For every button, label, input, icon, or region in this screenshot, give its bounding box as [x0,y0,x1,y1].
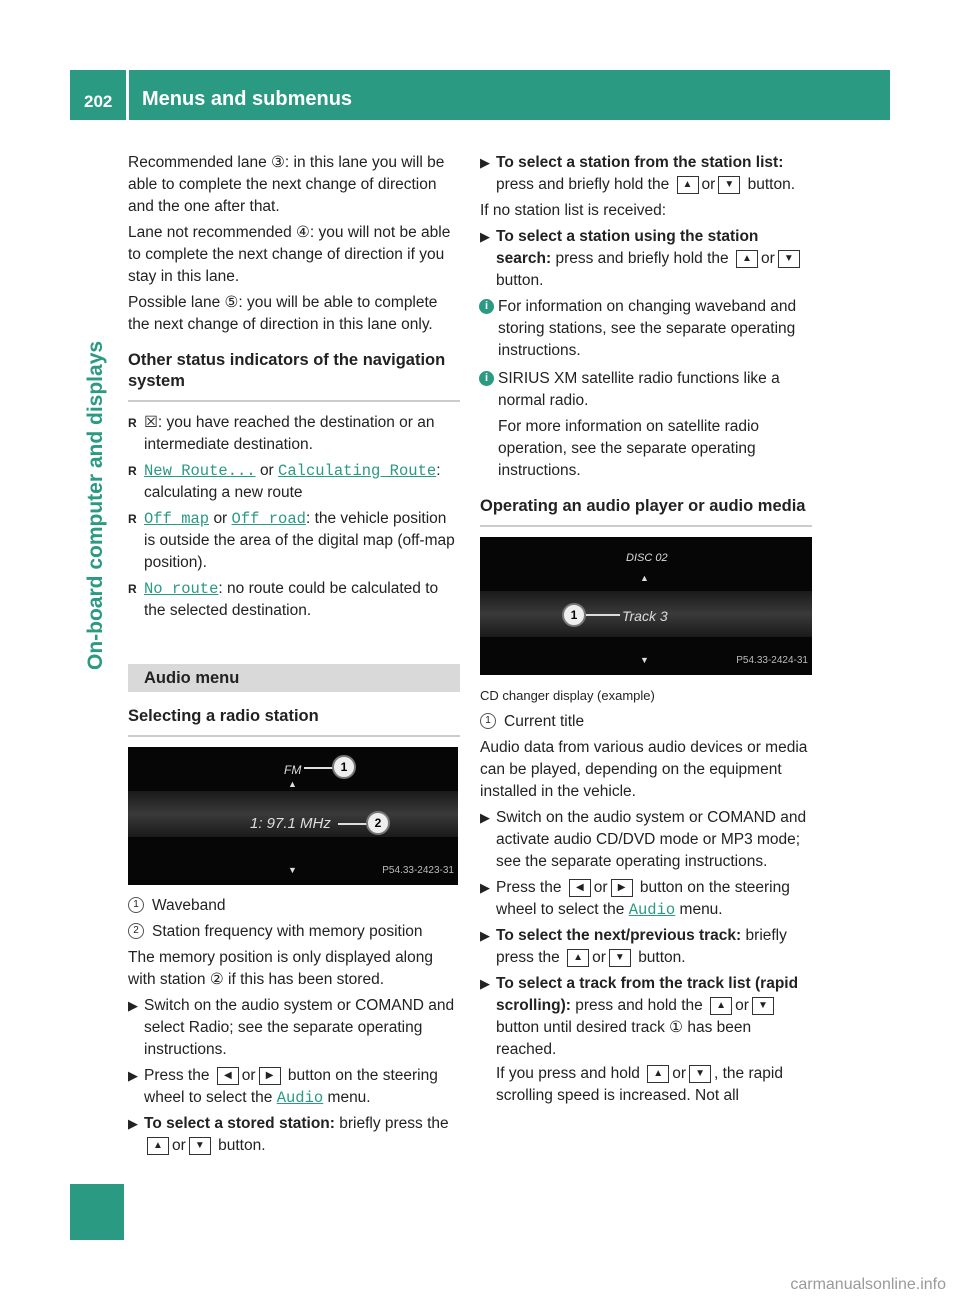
down-arrow-icon: ▼ [640,655,649,665]
down-button-icon: ▼ [189,1137,211,1155]
step-text: menu. [679,901,723,918]
step-text: or [172,1137,186,1154]
step-continuation [496,1063,812,1107]
possible-lane-text: Possible lane ⑤: you will be able to complete the next change of direction in this lane only. [128,294,438,333]
heading-rule [128,400,460,402]
instruction-step [480,807,812,873]
step-text: button on the steering wheel to select the [144,1067,438,1106]
step-text: Press the [144,1067,210,1084]
up-button-icon: ▲ [147,1137,169,1155]
bullet-text: or [213,510,228,527]
step-text: briefly press the [339,1115,449,1132]
instruction-step [480,226,812,292]
up-button-icon: ▲ [677,176,699,194]
legend-number: 2 [128,923,144,939]
step-text: Switch on the audio system or COMAND and activate audio CD/DVD mode or MP3 mode; see the separate operating instructions. [496,809,807,870]
list-item [128,460,460,504]
info-icon: i [479,299,494,314]
step-arrow-icon: ▶ [480,928,490,943]
step-text: button. [638,949,686,966]
list-item [128,412,460,456]
up-button-icon: ▲ [567,949,589,967]
step-text: or [593,879,608,896]
watermark: carmanualsonline.info [790,1276,946,1293]
step-arrow-icon: ▶ [480,810,490,825]
bullet-icon: R [128,464,137,478]
step-text: press and hold the [575,997,703,1014]
instruction-step [480,877,812,921]
up-button-icon: ▲ [736,250,758,268]
bullet-icon: R [128,582,137,596]
track-label: Track 3 [622,608,668,624]
up-button-icon: ▲ [647,1065,669,1083]
bullet-icon: R [128,512,137,526]
page-header [70,70,890,120]
step-arrow-icon: ▶ [480,880,490,895]
instruction-step [128,995,460,1061]
step-arrow-icon: ▶ [128,1116,138,1131]
callout-line [304,767,334,769]
step-text: or [592,949,606,966]
down-button-icon: ▼ [718,176,740,194]
step-title: To select a station from the station list: [496,154,784,171]
disc-label: DISC 02 [626,552,668,564]
info-note [480,296,812,362]
step-text: or [735,997,749,1014]
display-message: New Route... [144,462,256,480]
callout-1: 1 [332,755,356,779]
list-item [128,508,460,574]
info-text: For information on changing waveband and storing stations, see the separate operating instructions. [498,298,797,359]
bullet-icon: R [128,416,137,430]
legend-number: 1 [480,713,496,729]
other-indicators-heading: Other status indicators of the navigation system [128,351,446,390]
down-arrow-icon: ▼ [288,865,297,875]
left-button-icon: ◀ [217,1067,239,1085]
right-button-icon: ▶ [611,879,633,897]
step-arrow-icon: ▶ [128,1068,138,1083]
figure-code: P54.33-2423-31 [382,865,454,876]
step-text: If you press and hold [496,1065,640,1082]
chapter-tab-label: On-board computer and displays [84,340,107,670]
no-station-list-text: If no station list is received: [480,202,667,219]
callout-line [586,614,620,616]
down-button-icon: ▼ [689,1065,711,1083]
bullet-text: or [259,462,274,479]
chapter-tab-marker [70,1184,124,1240]
display-message: Off map [144,510,210,528]
legend-number: 1 [128,897,144,913]
legend-text: Waveband [152,897,226,914]
down-button-icon: ▼ [752,997,774,1015]
callout-1: 1 [562,603,586,627]
step-text: or [760,250,775,267]
step-text: press and briefly hold the [496,176,670,193]
legend-text: Current title [504,713,585,730]
step-text: or [672,1065,687,1082]
left-button-icon: ◀ [569,879,591,897]
heading-rule [128,735,460,737]
destination-flag-icon: ☒ [144,414,158,431]
page-title: Menus and submenus [142,88,353,110]
right-column [480,152,812,1111]
callout-2: 2 [366,811,390,835]
up-button-icon: ▲ [710,997,732,1015]
recommended-lane-text: Recommended lane ③: in this lane you will be able to complete the next change of direction and the one after that. [128,154,445,215]
frequency-label: 1: 97.1 MHz [250,815,331,832]
bullet-text: : you have reached the destination or an intermediate destination. [144,414,435,453]
down-button-icon: ▼ [778,250,800,268]
bullet-text: : the vehicle position is outside the area of the digital map (off-map position). [144,510,455,571]
instruction-step [128,1065,460,1109]
left-column [128,152,460,1161]
callout-line [338,823,368,825]
radio-display-image [128,747,458,885]
lane-not-recommended-text: Lane not recommended ④: you will not be able to complete the next change of direction if you stay in this lane. [128,224,451,285]
audio-player-heading: Operating an audio player or audio media [480,497,806,515]
audio-data-text: Audio data from various audio devices or media can be played, depending on the equipment installed in the vehicle. [480,739,808,800]
step-text: button. [496,272,544,289]
info-text: SIRIUS XM satellite radio functions like a normal radio. [498,370,780,409]
memory-position-text: The memory position is only displayed along with station ② if this has been stored. [128,949,433,988]
step-arrow-icon: ▶ [480,155,490,170]
step-title: To select a station using the station search: [496,228,759,267]
step-text: briefly press the [496,927,787,966]
info-icon: i [479,371,494,386]
info-note [480,368,812,482]
bullet-text: : calculating a new route [144,462,441,501]
display-message: Off road [231,510,306,528]
figure-caption: CD changer display (example) [480,688,655,703]
step-title: To select a stored station: [144,1115,335,1132]
legend-item [128,895,460,917]
info-text: For more information on satellite radio operation, see the separate operating instructions. [498,418,760,479]
step-text: button. [218,1137,266,1154]
up-arrow-icon: ▲ [288,779,297,789]
step-text: Press the [496,879,562,896]
step-text: press and briefly hold the [555,250,729,267]
step-text: button until desired track ① has been reached. [496,1019,752,1058]
legend-text: Station frequency with memory position [152,923,423,940]
up-arrow-icon: ▲ [640,573,649,583]
step-title: To select the next/previous track: [496,927,742,944]
instruction-step [480,152,812,196]
legend-item [128,921,460,943]
instruction-step [128,1113,460,1157]
down-button-icon: ▼ [609,949,631,967]
instruction-step [480,925,812,969]
audio-menu-label: Audio [276,1089,324,1107]
step-text: , the rapid scrolling speed is increased. Not all [496,1065,783,1104]
step-text: or [701,176,716,193]
step-text: button. [747,176,796,193]
audio-menu-label: Audio [628,901,676,919]
instruction-step [480,973,812,1107]
step-arrow-icon: ▶ [480,229,490,244]
list-item [128,578,460,622]
step-arrow-icon: ▶ [480,976,490,991]
step-text: button on the steering wheel to select the [496,879,790,918]
step-text: Switch on the audio system or COMAND and select Radio; see the separate operating instructions. [144,997,455,1058]
header-divider [126,70,129,120]
legend-item [480,711,812,733]
right-button-icon: ▶ [259,1067,281,1085]
display-message: Calculating Route [278,462,437,480]
radio-heading: Selecting a radio station [128,707,319,725]
step-text: or [241,1067,256,1084]
waveband-label: FM [284,763,302,777]
figure-code: P54.33-2424-31 [736,655,808,666]
cd-changer-display-image [480,537,812,675]
step-title: To select a track from the track list (rapid scrolling): [496,975,799,1014]
step-arrow-icon: ▶ [128,998,138,1013]
bullet-text: : no route could be calculated to the selected destination. [144,580,439,619]
display-message: No route [144,580,219,598]
step-text: menu. [327,1089,371,1106]
heading-rule [480,525,812,527]
page-number: 202 [84,92,113,111]
section-title: Audio menu [128,664,460,692]
